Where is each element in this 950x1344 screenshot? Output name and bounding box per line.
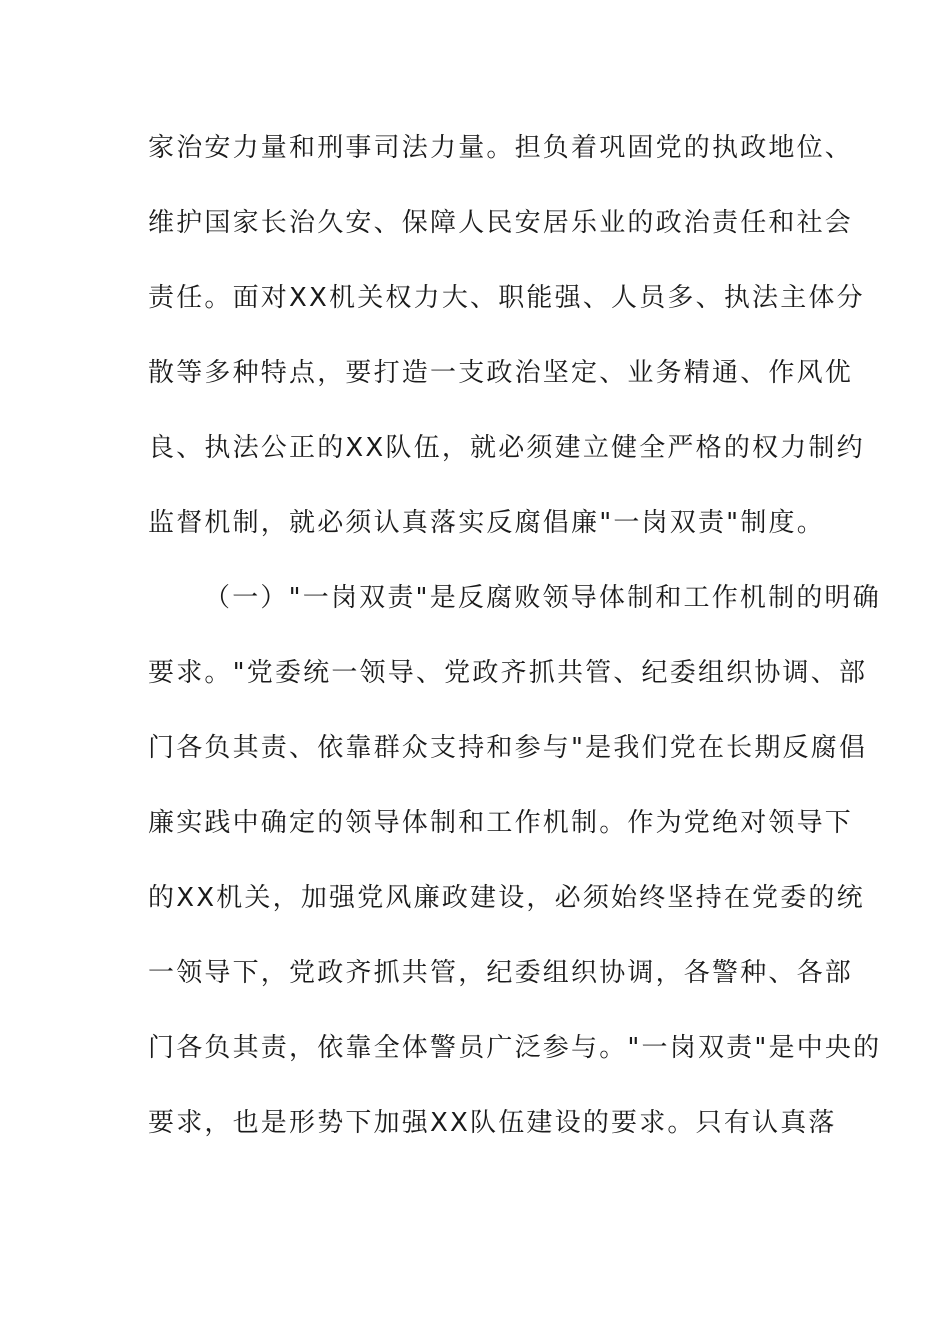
text-line: 维护国家长治久安、保障人民安居乐业的政治责任和社会 xyxy=(148,208,854,238)
text-line: 家治安力量和刑事司法力量。担负着巩固党的执政地位、 xyxy=(148,133,854,163)
section-heading-line: （一）"一岗双责"是反腐败领导体制和工作机制的明确 xyxy=(204,583,881,613)
text-line: 门各负其责、依靠群众支持和参与"是我们党在长期反腐倡 xyxy=(148,733,868,763)
text-line: 监督机制，就必须认真落实反腐倡廉"一岗双责"制度。 xyxy=(148,508,825,538)
text-line: 要求，也是形势下加强XX队伍建设的要求。只有认真落 xyxy=(148,1108,837,1138)
body-text xyxy=(148,130,882,1180)
text-line: 责任。面对XX机关权力大、职能强、人员多、执法主体分 xyxy=(148,283,865,313)
text-line: 良、执法公正的XX队伍，就必须建立健全严格的权力制约 xyxy=(148,433,865,463)
text-line: 的XX机关，加强党风廉政建设，必须始终坚持在党委的统 xyxy=(148,883,865,913)
text-line: 门各负其责，依靠全体警员广泛参与。"一岗双责"是中央的 xyxy=(148,1033,882,1063)
text-line: 要求。"党委统一领导、党政齐抓共管、纪委组织协调、部 xyxy=(148,658,868,688)
text-line: 散等多种特点，要打造一支政治坚定、业务精通、作风优 xyxy=(148,358,854,388)
text-line: 一领导下，党政齐抓共管，纪委组织协调，各警种、各部 xyxy=(148,958,854,988)
text-line: 廉实践中确定的领导体制和工作机制。作为党绝对领导下 xyxy=(148,808,854,838)
